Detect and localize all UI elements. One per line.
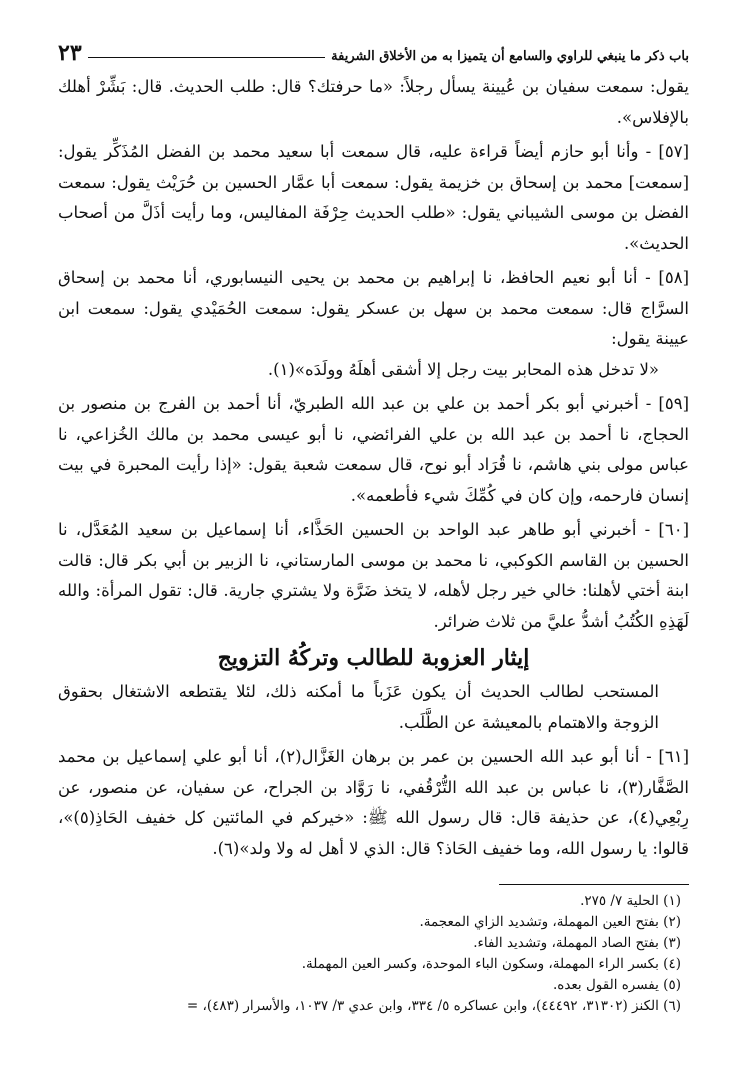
paragraph-61: [٦١] - أنا أبو عبد الله الحسين بن عمر بن برهان الغَزَّال(٢)، أنا أبو علي إسماعيل بن محمد الصَّفَّار(٣)، نا عباس بن عبد الله التُّرْقُفي، نا رَوَّاد بن الجراح، عن سفيان، عن منصور، عن رِبْعِي(٤)، عن حذيفة قال: قال رسول الله ﷺ: «خيركم في المائتين كل خفيف الحَاذِ(٥)»، قالوا: يا رسول الله، وما خفيف الحَاذ؟ قال: الذي لا أهل له ولا ولد»(٦). <box>58 747 689 858</box>
paragraph-57: [٥٧] - وأنا أبو حازم أيضاً قراءة عليه، قال سمعت أبا سعيد محمد بن الفضل المُذَكِّر يقول: [سمعت] محمد بن إسحاق بن خزيمة يقول: سمعت أبا عمَّار الحسين بن حُرَيْث يقول: سمعت الفضل بن موسى الشيباني يقول: «طلب الحديث حِرْفَة المفاليس، وما رأيت أذَلَّ من أصحاب الحديث». <box>58 142 689 253</box>
section-heading: إيثار العزوبة للطالب وتركُهُ التزويج <box>217 645 530 671</box>
footnote-divider <box>499 884 689 885</box>
running-title: باب ذكر ما ينبغي للراوي والسامع أن يتميزا به من الأخلاق الشريفة <box>331 49 689 64</box>
paragraph-60: [٦٠] - أخبرني أبو طاهر عبد الواحد بن الحسين الحَذَّاء، أنا إسماعيل بن سعيد المُعَدَّل، نا الحسين بن القاسم الكوكبي، نا محمد بن موسى المارستاني، نا الزبير بن أبي بكر قال: قالت ابنة أختي لأهلنا: خالي خير رجل لأهله، لا يتخذ ضَرَّة ولا يشتري جارية. قال: تقول المرأة: والله لَهَذِهِ الكُتُبُ أشدُّ عليَّ من ثلاث ضرائر. <box>58 520 689 631</box>
header-rule <box>88 57 326 58</box>
main-text <box>58 72 689 864</box>
quote-58: «لا تدخل هذه المحابر بيت رجل إلا أشقى أهلَهُ وولَدَه»(١). <box>267 359 659 379</box>
footnote-3: (٣) بفتح الصاد المهملة، وتشديد الفاء. <box>473 935 681 951</box>
paragraph-section-intro: المستحب لطالب الحديث أن يكون عَزَباً ما أمكنه ذلك، لئلا يقتطعه الاشتغال بحقوق الزوجة والاهتمام بالمعيشة عن الطَّلَب. <box>58 682 659 732</box>
footnote-4: (٤) بكسر الراء المهملة، وسكون الباء الموحدة، وكسر العين المهملة. <box>301 956 681 972</box>
footnote-6: (٦) الكنز (٣١٣٠٢، ٤٤٤٩٢)، وابن عساكره ٥/ ٣٣٤، وابن عدي ٣/ ١٠٣٧، والأسرار (٤٨٣)، = <box>186 998 681 1014</box>
footnote-5: (٥) يفسره القول بعده. <box>552 977 681 993</box>
page-number: ٢٣ <box>58 40 82 66</box>
paragraph-59: [٥٩] - أخبرني أبو بكر أحمد بن علي بن عبد الله الطبريّ، أنا أحمد بن الفرج بن منصور بن الحجاج، نا أحمد بن عبد الله بن علي الفرائضي، نا أبو عيسى محمد بن مالك الخُزاعي، نا عباس مولى بني هاشم، نا قُرَاد أبو نوح، قال سمعت شعبة يقول: «إذا رأيت المحبرة في بيت إنسان فارحمه، وإن كان في كُمِّكَ شيء فأطعمه». <box>58 394 689 505</box>
paragraph-intro: يقول: سمعت سفيان بن عُيينة يسأل رجلاً: «ما حرفتك؟ قال: طلب الحديث. قال: بَشِّرْ أهلك بالإفلاس». <box>58 77 689 127</box>
paragraph-58: [٥٨] - أنا أبو نعيم الحافظ، نا إبراهيم بن محمد بن يحيى النيسابوري، أنا محمد بن إسحاق السرَّاج قال: سمعت محمد بن سهل بن عسكر يقول: سمعت الحُمَيْدي يقول: سمعت ابن عيينة يقول: <box>58 268 689 348</box>
page-header <box>58 30 689 64</box>
footnote-1: (١) الحلية ٧/ ٢٧٥. <box>580 893 681 909</box>
footnote-2: (٢) بفتح العين المهملة، وتشديد الزاي المعجمة. <box>419 914 681 930</box>
footnotes <box>58 891 689 1017</box>
